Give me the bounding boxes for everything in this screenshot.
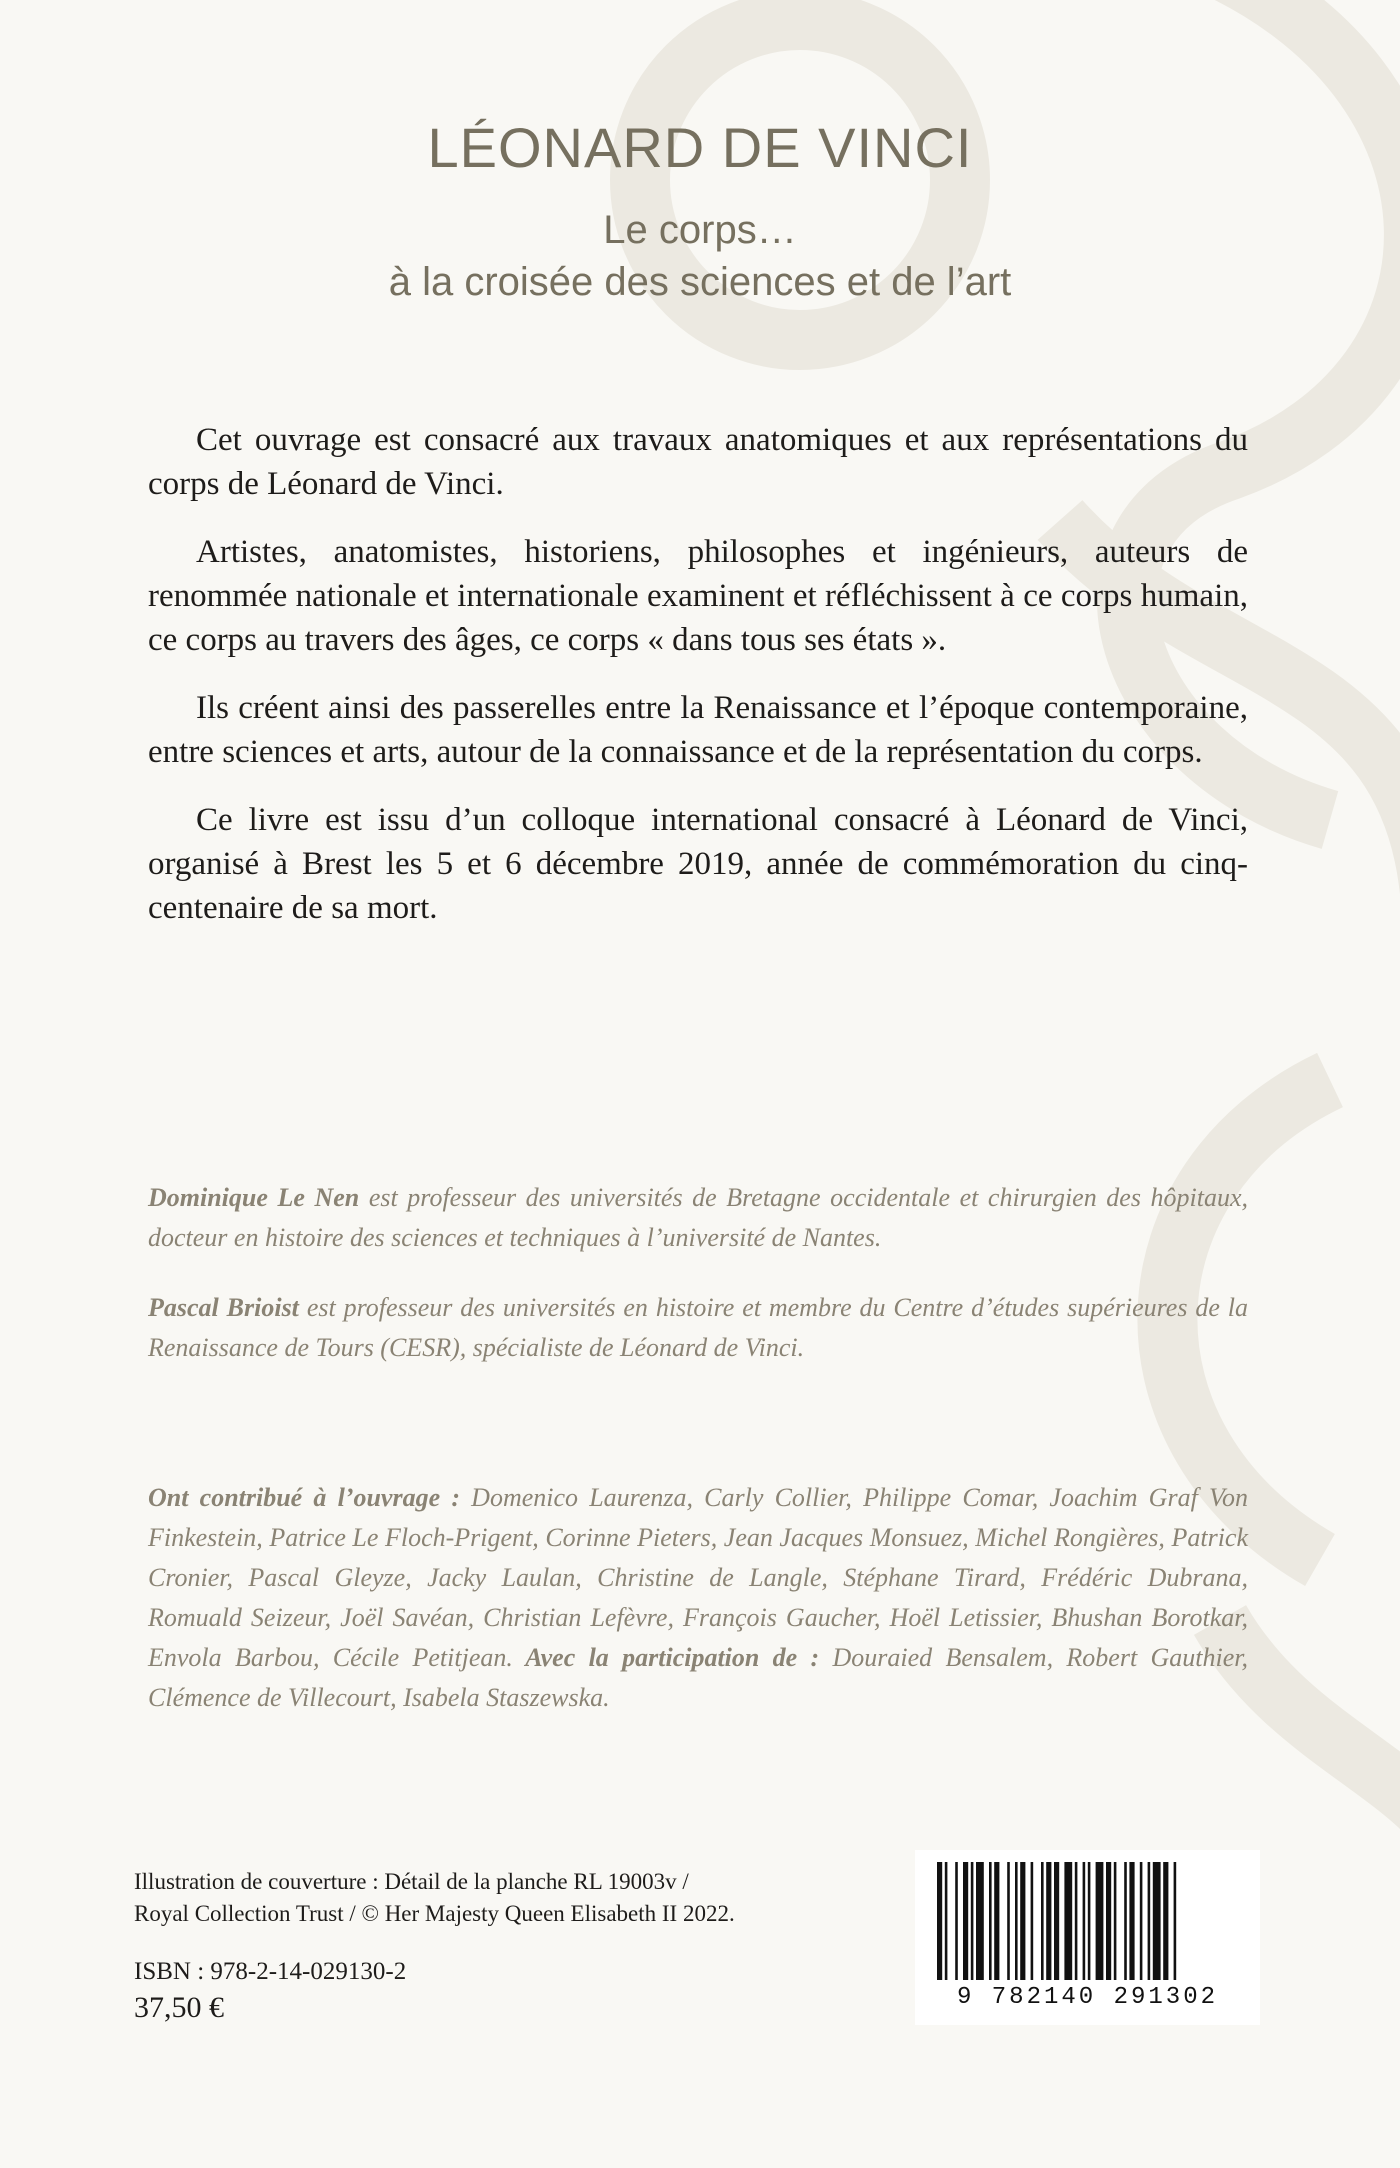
subtitle-line-1: Le corps… (603, 208, 797, 252)
author-bio (148, 1288, 1248, 1368)
barcode-bar (1015, 1862, 1018, 1980)
barcode-bar (1163, 1862, 1168, 1980)
summary (148, 418, 1248, 954)
participation-names: Douraied Bensalem, Robert Gauthier, Clémence de Villecourt, Isabela Staszewska. (148, 1643, 1248, 1712)
author-name: Pascal Brioist (148, 1293, 299, 1322)
barcode-bar (1106, 1862, 1111, 1980)
price: 37,50 € (134, 1991, 224, 2024)
barcode-bar (971, 1862, 974, 1980)
contributors (148, 1478, 1248, 1718)
barcode-bar (1124, 1862, 1127, 1980)
summary-paragraph: Ils créent ainsi des passerelles entre la Renaissance et l’époque contemporaine, entre sciences et arts, autour de la connaissance et de la représentation du corps. (148, 690, 1248, 770)
title-block (0, 108, 1400, 308)
barcode-bar (1041, 1862, 1044, 1980)
barcode-bar (1064, 1862, 1072, 1980)
barcode-bar (1075, 1862, 1078, 1980)
author-bio (148, 1178, 1248, 1258)
barcode-bar (1096, 1862, 1104, 1980)
barcode-bar (1140, 1862, 1143, 1980)
barcode-bar (976, 1862, 984, 1980)
barcode-bar (1088, 1862, 1091, 1980)
barcode-digits: 9 782140 291302 (956, 1984, 1219, 2011)
publication-info (134, 1866, 874, 2028)
author-bio-text: est professeur des universités de Bretagne occidentale et chirurgien des hôpitaux, docteur en histoire des sciences et techniques à l’université de Nantes. (148, 1183, 1249, 1252)
summary-paragraph: Artistes, anatomistes, historiens, philosophes et ingénieurs, auteurs de renommée nationale et internationale examinent et réfléchissent à ce corps humain, ce corps au travers des âges, ce corps « dans tous ses états ». (148, 534, 1248, 658)
barcode-bar (1153, 1862, 1161, 1980)
barcode-bar (1129, 1862, 1134, 1980)
contributors-names: Domenico Laurenza, Carly Collier, Philippe Comar, Joachim Graf Von Finkestein, Patrice Le Floch-Prigent, Corinne Pieters, Jean Jacques Monsuez, Michel Rongières, Patrick Cronier, Pascal Gleyze, Jacky Laulan, Christine de Langle, Stéphane Tirard, Frédéric Dubrana, Romuald Seizeur, Joël Savéan, Christian Lefèvre, François Gaucher, Hoël Letissier, Bhushan Borotkar, Envola Barbou, Cécile Petitjean. (148, 1483, 1248, 1672)
summary-paragraph: Cet ouvrage est consacré aux travaux anatomiques et aux représentations du corps de Léonard de Vinci. (148, 422, 1248, 502)
barcode-bar (945, 1862, 948, 1980)
isbn: ISBN : 978-2-14-029130-2 (134, 1958, 407, 1985)
author-bios (148, 1178, 1248, 1398)
cover-credit-line-1: Illustration de couverture : Détail de la planche RL 19003v / (134, 1869, 689, 1894)
participation-label: Avec la participation de : (512, 1643, 820, 1672)
barcode-bar (1148, 1862, 1151, 1980)
barcode-bar (1054, 1862, 1059, 1980)
barcode-bar (1114, 1862, 1117, 1980)
barcode-bar (994, 1862, 999, 1980)
barcode-bar (937, 1862, 942, 1980)
barcode-bar (1046, 1862, 1051, 1980)
barcode-bar (1174, 1862, 1177, 1980)
barcode-bar (1083, 1862, 1086, 1980)
subtitle-line-2: à la croisée des sciences et de l’art (388, 260, 1012, 304)
barcode-bar (1031, 1862, 1034, 1980)
author-name: Dominique Le Nen (148, 1183, 360, 1212)
contributors-label: Ont contribué à l’ouvrage : (148, 1483, 460, 1512)
barcode (915, 1850, 1260, 2025)
barcode-bar (989, 1862, 992, 1980)
barcode-bars (915, 1850, 1260, 1985)
cover-credit-line-2: Royal Collection Trust / © Her Majesty Queen Elisabeth II 2022. (134, 1901, 735, 1926)
barcode-bar (963, 1862, 968, 1980)
barcode-bar (1020, 1862, 1025, 1980)
barcode-bar (955, 1862, 958, 1980)
barcode-bar (1007, 1862, 1010, 1980)
book-title: LÉONARD DE VINCI (427, 116, 973, 179)
summary-paragraph: Ce livre est issu d’un colloque international consacré à Léonard de Vinci, organisé à Brest les 5 et 6 décembre 2019, année de commémoration du cinq-centenaire de sa mort. (148, 802, 1248, 926)
author-bio-text: est professeur des universités en histoire et membre du Centre d’études supérieures de la Renaissance de Tours (CESR), spécialiste de Léonard de Vinci. (148, 1293, 1248, 1362)
